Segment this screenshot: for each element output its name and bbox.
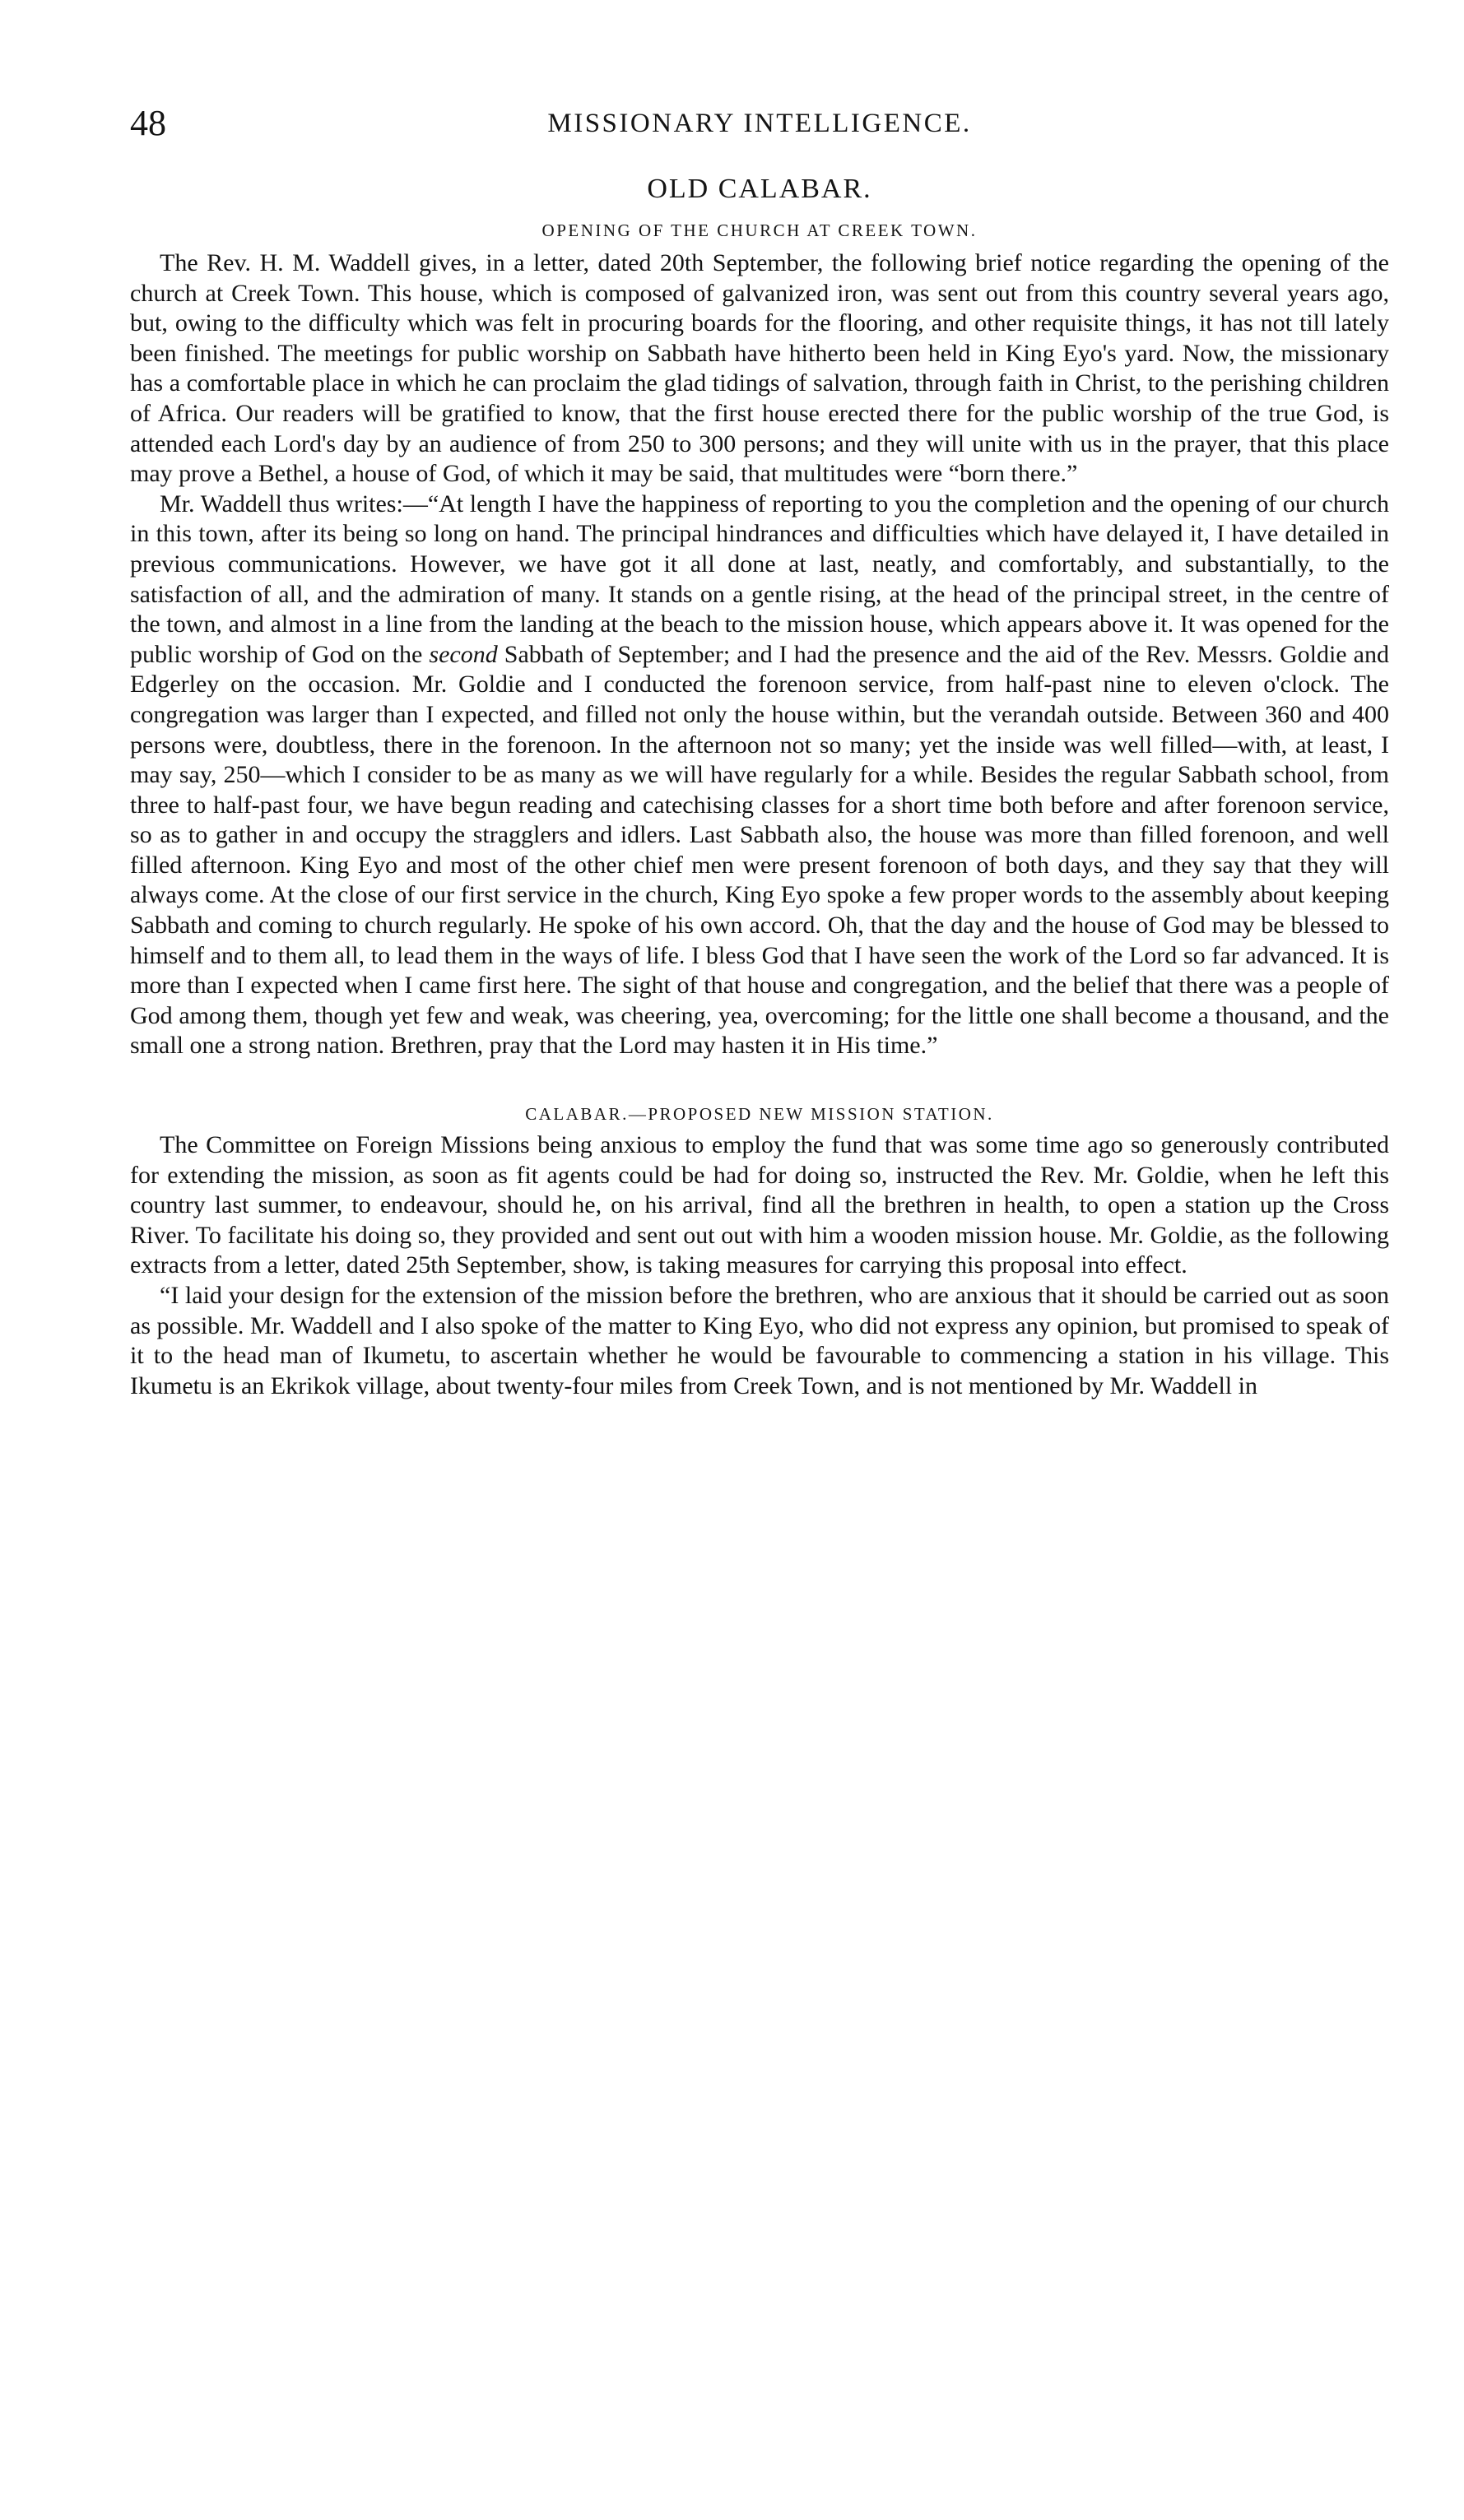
article-proposed-station [130,1101,1389,1401]
paragraph: The Committee on Foreign Missions being anxious to employ the fund that was some time ago so generously contributed for extending the mission, as soon as fit agents could be had for doing so, instructed the Rev. Mr. Goldie, when he left this country last summer, to endeavour, should he, on his arrival, find all the brethren in health, to open a station up the Cross River. To facilitate his doing so, they provided and sent out out with him a wooden mission house. Mr. Goldie, as the following extracts from a letter, dated 25th September, show, is taking measures for carrying this proposal into effect. [130,1131,1389,1279]
emphasis-text: second [429,640,498,668]
paragraph [130,490,1389,1061]
article-subhead: CALABAR.—PROPOSED NEW MISSION STATION. [525,1104,994,1125]
paragraph-text: Sabbath of September; and I had the presence and the aid of the Rev. Messrs. Goldie and Edgerley on the occasion. Mr. Goldie and I conducted the forenoon service, from half-past nine to eleven o'clock. The congregation was larger than I expected, and filled not only the house within, but the verandah outside. Between 360 and 400 persons were, doubtless, there in the forenoon. In the afternoon not so many; yet the inside was well filled—with, at least, I may say, 250—which I consider to be as many as we will have regularly for a while. Besides the regular Sabbath school, from three to half-past four, we have begun reading and catechising classes for a short time both before and after forenoon service, so as to gather in and occupy the stragglers and idlers. Last Sabbath also, the house was more than filled forenoon, and well filled afternoon. King Eyo and most of the other chief men were present forenoon of both days, and they say that they will always come. At the close of our first service in the church, King Eyo spoke a few proper words to the assembly about keeping Sabbath and coming to church regularly. He spoke of his own accord. Oh, that the day and the house of God may be blessed to himself and to them all, to lead them in the ways of life. I bless God that I have seen the work of the Lord so far advanced. It is more than I expected when I came first here. The sight of that house and congregation, and the belief that there was a people of God among them, though yet few and weak, was cheering, yea, overcoming; for the little one shall become a thousand, and the small one a strong nation. Brethren, pray that the Lord may hasten it in His time.” [130,640,1389,1060]
running-title: MISSIONARY INTELLIGENCE. [547,109,972,138]
section-title: OLD CALABAR. [647,174,872,204]
document-page [130,99,1389,1401]
running-head [130,99,1389,148]
article-subhead: OPENING OF THE CHURCH AT CREEK TOWN. [541,220,978,240]
page-number: 48 [130,103,166,143]
paragraph-text: Mr. Waddell thus writes:—“At length I have the happiness of reporting to you the completion and the opening of our church in this town, after its being so long on hand. The principal hindrances and difficulties which have delayed it, I have detailed in previous communications. However, we have got it all done at last, neatly, and comfortably, and substantially, to the satisfaction of all, and the admiration of many. It stands on a gentle rising, at the head of the principal street, in the centre of the town, and almost in a line from the landing at the beach to the mission house, which appears above it. It was opened for the public worship of God on the [130,490,1389,668]
article-opening-church [130,217,1389,1061]
paragraph: The Rev. H. M. Waddell gives, in a letter, dated 20th September, the following brief notice regarding the opening of the church at Creek Town. This house, which is composed of galvanized iron, was sent out from this country several years ago, but, owing to the difficulty which was felt in procuring boards for the flooring, and other requisite things, it has not till lately been finished. The meetings for public worship on Sabbath have hitherto been held in King Eyo's yard. Now, the missionary has a comfortable place in which he can proclaim the glad tidings of salvation, through faith in Christ, to the perishing children of Africa. Our readers will be gratified to know, that the first house erected there for the public worship of the true God, is attended each Lord's day by an audience of from 250 to 300 persons; and they will unite with us in the prayer, that this place may prove a Bethel, a house of God, of which it may be said, that multitudes were “born there.” [130,249,1389,488]
paragraph: “I laid your design for the extension of the mission before the brethren, who are anxious that it should be carried out as soon as possible. Mr. Waddell and I also spoke of the matter to King Eyo, who did not express any opinion, but promised to speak of it to the head man of Ikumetu, to ascertain whether he would be favourable to commencing a station in his village. This Ikumetu is an Ekrikok village, about twenty-four miles from Creek Town, and is not mentioned by Mr. Waddell in [130,1282,1389,1399]
